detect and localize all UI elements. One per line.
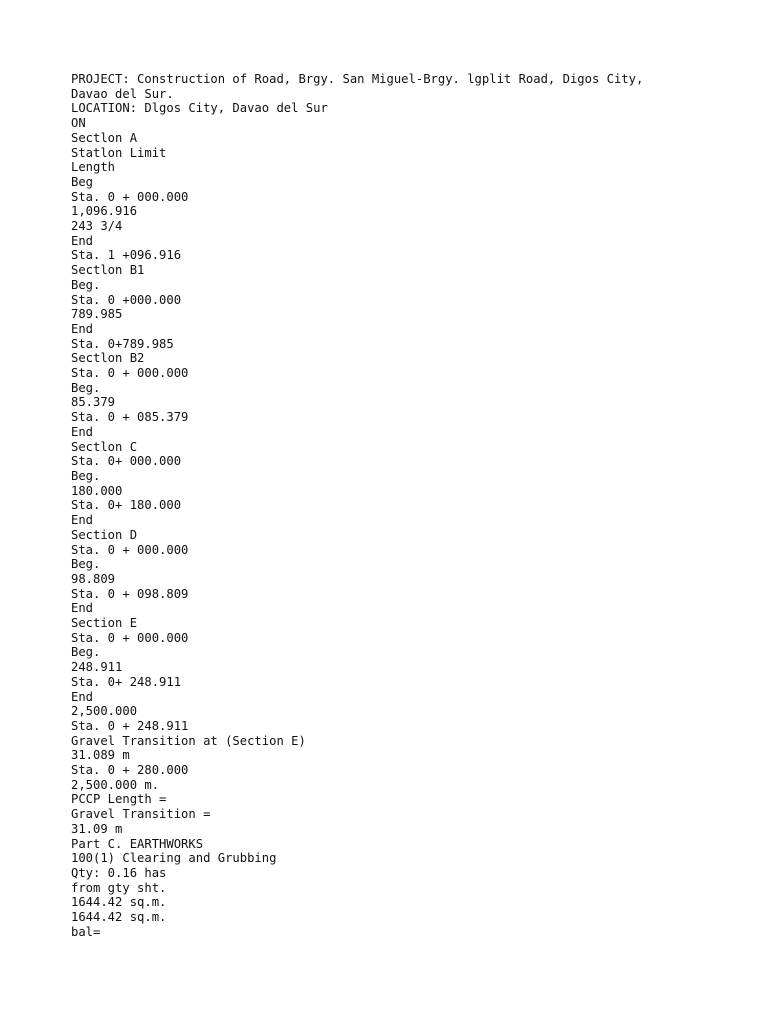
- area-value: 1644.42 sq.m.: [71, 910, 167, 925]
- project-line-continued: Davao del Sur.: [71, 86, 174, 101]
- document-body: [71, 72, 731, 939]
- station-value: Sta. 0 + 085.379: [71, 410, 189, 425]
- column-label: Length: [71, 160, 116, 175]
- station-value: Sta. 0 + 000.000: [71, 366, 189, 381]
- station-value: Sta. 0 + 280.000: [71, 763, 189, 778]
- text-line: Gravel Transition =: [71, 807, 211, 822]
- item-heading: 100(1) Clearing and Grubbing: [71, 851, 277, 866]
- section-heading: Section E: [71, 616, 138, 631]
- quantity-line: Qty: 0.16 has: [71, 865, 167, 880]
- text-line: ON: [71, 116, 86, 131]
- section-heading: Sectlon B1: [71, 263, 145, 278]
- text-line: End: [71, 424, 94, 439]
- text-line: End: [71, 689, 94, 704]
- text-line: Gravel Transition at (Section E): [71, 733, 306, 748]
- station-value: Sta. 0 + 098.809: [71, 586, 189, 601]
- text-line: Beg.: [71, 277, 101, 292]
- section-heading: Sectlon A: [71, 130, 138, 145]
- length-value: 2,500.000: [71, 704, 138, 719]
- text-line: End: [71, 601, 94, 616]
- length-value: 31.09 m: [71, 821, 123, 836]
- length-value: 98.809: [71, 571, 116, 586]
- text-line: End: [71, 513, 94, 528]
- balance-line: bal=: [71, 924, 101, 939]
- length-value: 180.000: [71, 483, 123, 498]
- project-line: PROJECT: Construction of Road, Brgy. San Miguel-Brgy. lgplit Road, Digos City,: [71, 72, 644, 86]
- text-line: Beg: [71, 174, 94, 189]
- station-value: Sta. 1 +096.916: [71, 248, 182, 263]
- length-value: 85.379: [71, 395, 116, 410]
- station-value: Sta. 0 + 000.000: [71, 189, 189, 204]
- part-heading: Part C. EARTHWORKS: [71, 836, 204, 851]
- length-value: 1,096.916: [71, 204, 138, 219]
- text-line: Beg.: [71, 645, 101, 660]
- length-value: 2,500.000 m.: [71, 777, 160, 792]
- text-line: 243 3/4: [71, 219, 123, 234]
- station-value: Sta. 0+ 180.000: [71, 498, 182, 513]
- text-line: End: [71, 233, 94, 248]
- text-line: from gty sht.: [71, 880, 167, 895]
- station-value: Sta. 0+789.985: [71, 336, 174, 351]
- length-value: 31.089 m: [71, 748, 130, 763]
- station-value: Sta. 0 + 248.911: [71, 718, 189, 733]
- station-value: Sta. 0+ 000.000: [71, 454, 182, 469]
- station-value: Sta. 0+ 248.911: [71, 674, 182, 689]
- station-value: Sta. 0 + 000.000: [71, 630, 189, 645]
- section-heading: Section D: [71, 527, 138, 542]
- text-line: PCCP Length =: [71, 792, 167, 807]
- station-value: Sta. 0 + 000.000: [71, 542, 189, 557]
- location-line: LOCATION: Dlgos City, Davao del Sur: [71, 101, 328, 116]
- length-value: 248.911: [71, 660, 123, 675]
- text-line: Beg.: [71, 380, 101, 395]
- text-line: End: [71, 321, 94, 336]
- station-value: Sta. 0 +000.000: [71, 292, 182, 307]
- section-heading: Sectlon C: [71, 439, 138, 454]
- text-line: Beg.: [71, 557, 101, 572]
- area-value: 1644.42 sq.m.: [71, 895, 167, 910]
- text-line: Beg.: [71, 468, 101, 483]
- length-value: 789.985: [71, 307, 123, 322]
- column-label: Statlon Limit: [71, 145, 167, 160]
- section-heading: Sectlon B2: [71, 351, 145, 366]
